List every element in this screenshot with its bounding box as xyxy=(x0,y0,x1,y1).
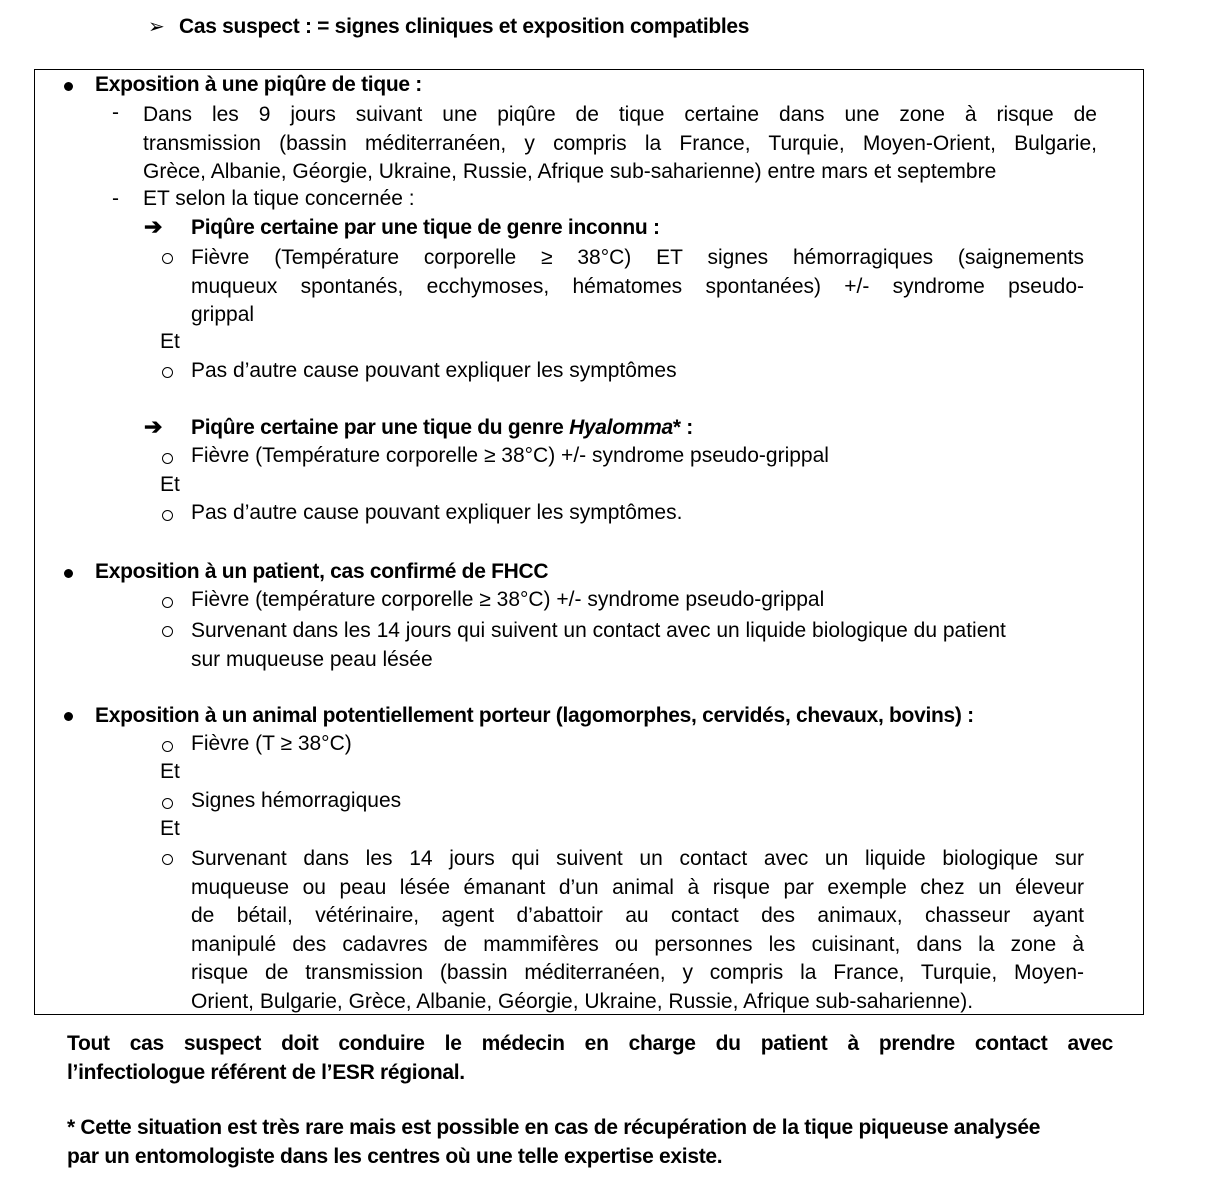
and-label: Et xyxy=(160,330,180,353)
header-title: Cas suspect : = signes cliniques et exposition compatibles xyxy=(179,15,750,38)
bullet-icon xyxy=(64,569,73,578)
patient-exposure-title: Exposition à un patient, cas confirmé de FHCC xyxy=(95,560,549,583)
patient-fever-text: Fièvre (température corporelle ≥ 38°C) +/- syndrome pseudo-grippal xyxy=(191,588,825,611)
right-arrow-icon: ➔ xyxy=(144,214,163,239)
patient-contact-text: Survenant dans les 14 jours qui suivent un contact avec un liquide biologique du patient sur muqueuse peau lésée xyxy=(191,619,1006,671)
hyalomma-title: Piqûre certaine par une tique du genre Hyalomma* : xyxy=(191,416,693,439)
circle-bullet-icon xyxy=(162,597,173,608)
circle-bullet-icon xyxy=(162,510,173,521)
and-label: Et xyxy=(160,760,180,783)
circle-bullet-icon xyxy=(162,367,173,378)
right-arrow-icon: ➔ xyxy=(144,414,163,439)
tick-type-text: ET selon la tique concernée : xyxy=(143,187,415,210)
tick-timing-text: Dans les 9 jours suivant une piqûre de tique certaine dans une zone à risque de transmission (bassin méditerranéen, y compris la France, Turquie, Moyen-Orient, Bulgarie, Grèce, Albanie, Géorgie, Ukraine, Russie, Afrique sub-saharienne) entre mars et septembre xyxy=(143,103,1097,183)
header-arrow-icon: ➢ xyxy=(148,16,165,38)
hyalomma-no-other-cause: Pas d’autre cause pouvant expliquer les symptômes. xyxy=(191,501,683,524)
bullet-icon xyxy=(64,82,73,91)
footer-contact-text: Tout cas suspect doit conduire le médecin en charge du patient à prendre contact avec l’infectiologue référent de l’ESR régional. xyxy=(67,1032,1113,1084)
circle-bullet-icon xyxy=(162,854,173,865)
circle-bullet-icon xyxy=(162,741,173,752)
and-label: Et xyxy=(160,473,180,496)
and-label: Et xyxy=(160,817,180,840)
animal-hemorrhagic-text: Signes hémorragiques xyxy=(191,789,402,812)
footer-note-text: * Cette situation est très rare mais est possible en cas de récupération de la tique piqueuse analysée par un entomologiste dans les centres où une telle expertise existe. xyxy=(67,1116,1041,1168)
unknown-genus-title: Piqûre certaine par une tique de genre inconnu : xyxy=(191,216,660,239)
dash-icon: - xyxy=(112,101,119,124)
circle-bullet-icon xyxy=(162,453,173,464)
tick-exposure-title: Exposition à une piqûre de tique : xyxy=(95,73,422,96)
circle-bullet-icon xyxy=(162,798,173,809)
circle-bullet-icon xyxy=(162,626,173,637)
bullet-icon xyxy=(64,712,73,721)
animal-contact-text: Survenant dans les 14 jours qui suivent un contact avec un liquide biologique sur muqueuse ou peau lésée émanant d’un animal à risque par exemple chez un éleveur de bétail, vétérinaire, agent d’abattoir au contact des animaux, chasseur ayant manipulé des cadavres de mammifères ou personnes les cuisinant, dans la zone à risque de transmission (bassin méditerranéen, y compris la France, Turquie, Moyen- Orient, Bulgarie, Grèce, Albanie, Géorgie, Ukraine, Russie, Afrique sub-saharienne). xyxy=(191,847,1084,1013)
animal-fever-text: Fièvre (T ≥ 38°C) xyxy=(191,732,352,755)
dash-icon: - xyxy=(112,187,119,210)
circle-bullet-icon xyxy=(162,253,173,264)
unknown-no-other-cause: Pas d’autre cause pouvant expliquer les symptômes xyxy=(191,359,677,382)
animal-exposure-title: Exposition à un animal potentiellement porteur (lagomorphes, cervidés, chevaux, bovins) : xyxy=(95,704,974,727)
hyalomma-fever-text: Fièvre (Température corporelle ≥ 38°C) +/- syndrome pseudo-grippal xyxy=(191,444,829,467)
unknown-fever-text: Fièvre (Température corporelle ≥ 38°C) ET signes hémorragiques (saignements muqueux spontanés, ecchymoses, hématomes spontanées) +/- syndrome pseudo- grippal xyxy=(191,246,1084,326)
